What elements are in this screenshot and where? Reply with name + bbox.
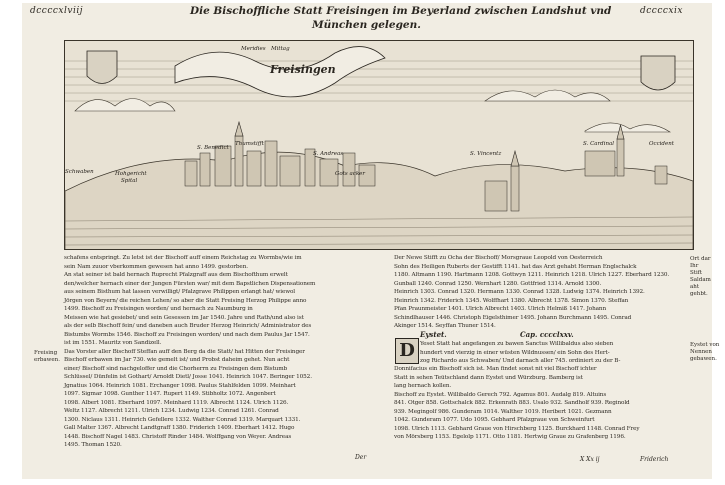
chapter-number: Cap. cccclxxv. (520, 330, 574, 339)
right-text-column-top (394, 254, 689, 331)
text-line: aus seinem Bisthum hat lassen verwilligt/ Pfalzgrave Philippen erlangt hat/ wiewol (64, 289, 296, 295)
text-line: hundert vnd vierzig in einer wüsten Wildnussen/ ein Sohn des Hert- (420, 349, 610, 356)
text-line: Meissen wie hat gesiebet/ und sein Gesessen im Jar 1540. Jahre und Rath/und also ist (64, 314, 304, 321)
city-panorama-engraving (64, 40, 694, 250)
label-thumstifft: Thumstifft (235, 141, 264, 147)
label-s-andreas: S. Andreas (313, 151, 344, 157)
text-line: 1098. Ulrich 1113. Gebhard Graue von Hirschberg 1125. Burckhard 1148. Conrad Frey (394, 425, 640, 432)
text-line: 1042. Gunderam 1077. Udo 1095. Gebhard Pfalzgraue von Schweinfurt (394, 417, 595, 423)
right-text-column-bottom (420, 340, 688, 366)
text-line: Das Vorster aller Bischoff Steffan auff den Berg da die Statt/ hat Hitten der Freisinger (64, 348, 305, 355)
label-s-vincentz: S. Vincentz (470, 151, 502, 157)
page-number-right: dccccxix (640, 6, 683, 16)
text-line: 1495. Thoman 1520. (64, 442, 122, 448)
text-line: schafens entspringt. Zu letst ist der Bischoff auff einem Reichstag zu Wormbs/wie im (64, 255, 302, 261)
text-line: 1300. Niclaus 1311. Heinrich Gefellere 1332. Walther Conrad 1319. Marquart 1331. (64, 416, 301, 423)
page-title-line1: Die Bischoffliche Statt Freisingen im Beyerland zwischen Landshut vnd (190, 5, 612, 17)
text-line: Heinrich 1303. Conrad 1320. Hermann 1330. Conrad 1328. Ludwig 1374. Heinrich 1392. (394, 289, 645, 295)
label-meridies: Meridies (241, 46, 266, 52)
text-line: lang hernach kollen. (394, 383, 452, 389)
signature-mark: X Xx ij (580, 456, 600, 463)
label-gotsacker: Gots acker (335, 171, 366, 177)
text-line: 1098. Albert 1081. Eberhard 1097. Meinhard 1119. Albrecht 1124. Ulrich 1126. (64, 399, 289, 406)
label-schwaben: Schwaben (65, 169, 94, 175)
text-line: 841. Otger 858. Gottschalck 882. Erkenrath 883. Usalo 932. Sandholf 939. Reginold (394, 400, 630, 406)
label-hohgericht: Hohgericht (115, 171, 147, 177)
text-line: ist im 1551. Mauritz von Sandizell. (64, 340, 162, 346)
text-line: Der Newe Stifft zu Ocha der Bischoff/ Morsgraue Leopold von Oesterreich (394, 255, 603, 261)
text-line: 1499. Bischoff zu Freisingen worden/ und hernach zu Naumburg in (64, 306, 253, 312)
text-line: sein Nam zuuor vberkommen gewesen hat anno 1499. gestorben. (64, 263, 248, 270)
text-line: Yeset Statt hat angefangen zu bawen Sanctus Willibaldus also sieben (420, 341, 614, 347)
text-line: von Mörsberg 1153. Egelolp 1171. Otto 1181. Hertwig Graue zu Grafenberg 1196. (394, 434, 626, 440)
label-occident: Occident (649, 141, 674, 147)
coat-of-arms-left-icon (87, 51, 117, 84)
text-line: Gunball 1240. Conrad 1250. Wernhart 1280. Gottfried 1314. Arnold 1300. (394, 280, 602, 287)
drop-cap-initial-icon: D (395, 338, 419, 364)
text-line: Bistumbs Wormbs 1546. Bischoff zu Freisingen worden/ und nach dem Paulus Jar 1547. (64, 331, 310, 338)
page-number-left: dccccxlviij (30, 6, 84, 16)
text-line: Bischoff zu Eystet. Willibaldo Gerech 792. Agamus 801. Audalg 819. Altuins (394, 391, 607, 398)
text-line: als der selb Bischoff fein/ und daneben auch Bruder Herzog Heinrich/ Administrator des (64, 323, 312, 329)
section-heading-eystet: Eystet. (420, 330, 447, 339)
catchword-right: Friderich (640, 456, 669, 463)
text-line: Gall Malter 1367. Albrecht Landtgraff 1380. Friderich 1409. Eberhart 1412. Hugo (64, 425, 295, 431)
text-line: Schlüssel/ Dünfelin ist Gothart/ Arnoldt Dietl/ Josse 1041. Heinrich 1047. Beringer 1052. (64, 374, 312, 380)
left-margin-note: Freising erbawen. (34, 350, 60, 363)
left-text-column (64, 254, 384, 450)
text-line: 1448. Bischoff Nagel 1483. Christoff Rinder 1484. Wolffgang von Weyer. Andreas (64, 433, 292, 440)
right-margin-note: Eystet von Nennen gebawen. (690, 342, 720, 362)
label-spital: Spital (121, 178, 138, 184)
text-line: 1097. Sigmar 1098. Gunther 1147. Rupert 1149. Stibholtz 1072. Angenbert (64, 391, 276, 397)
label-s-benedict: S. Benedict (197, 145, 229, 151)
text-line: Statt in sehen Teütschland dann Eystet und Würzburg. Bamberg ist (394, 374, 583, 381)
ribbon-title: Freisingen (270, 63, 336, 76)
text-line: zog Richardo aus Schwaben/ Und darnach aller 745. ordiniert zu der B- (420, 358, 621, 364)
catchword-left: Der (355, 454, 367, 461)
text-line: Heinrich 1342. Friderich 1345. Wolffhart 1380. Albrecht 1378. Simon 1370. Steffan (394, 297, 629, 304)
coat-of-arms-right-icon (641, 56, 675, 90)
right-top-margin-note: Ort dar Ihr Stift Saldam aht gehbt. (690, 256, 711, 297)
text-line: Sohn des Heiligen Ruberts der Gestifft 1141. hat das Arzt gehabt Herman Englschalck (394, 263, 637, 270)
text-line: Jgnatius 1064. Heinrich 1081. Erchanger 1098. Paulus Stahlfelden 1099. Meinhart (64, 382, 296, 389)
text-line: Schindlhauser 1446. Christoph Eigelsthimer 1495. Johann Burchmann 1495. Conrad (394, 314, 632, 321)
text-line: Akinger 1514. Seyffan Thuner 1514. (394, 323, 496, 329)
label-mittag: Mittag (271, 46, 290, 52)
right-text-column-bottom-cont (394, 365, 689, 442)
text-line: 939. Megingolf 986. Gunderam 1014. Walther 1019. Heribert 1021. Gezmann (394, 408, 612, 415)
text-line: An stat seiner ist bald hernach Ruprecht Pfalzgraff aus dem Bischofthum erwelt (64, 272, 288, 278)
text-line: Weltz 1127. Albrecht 1211. Ulrich 1234. Ludwig 1234. Conrad 1261. Conrad (64, 408, 279, 414)
text-line: 1180. Altmann 1190. Hartmann 1208. Gottwyn 1211. Heinrich 1218. Ulrich 1227. Eberhard 1230. (394, 272, 670, 278)
text-line: Pfan Praunmeister 1401. Ulrich Albrecht 1403. Ulrich Helmiß 1417. Johann (394, 306, 607, 312)
text-line: den/welcher hernach einer der Jungen Fürsten war/ mit dem Bapstlichen Dispensationem (64, 280, 316, 287)
text-line: Donnifacius ein Bischoff sich ist. Man findet sonst nit viel Bischoff ichter (394, 366, 597, 372)
text-line: Jörgen von Beyern/ die reichen Lehen/ so aber die Statt Freising Herzog Philippe anno (64, 297, 307, 304)
text-line: einer/ Bischoff sind nachgeloffer und die Chorherrn zu Freisingen dem Bistumb (64, 365, 288, 372)
page-title-line2: München gelegen. (312, 19, 421, 31)
label-s-cardinal: S. Cardinal (583, 141, 615, 147)
text-line: Bischoff erbawen im Jar 730. wie gemelt ist/ und Probst daheim gehet. Nun acht (64, 357, 290, 363)
